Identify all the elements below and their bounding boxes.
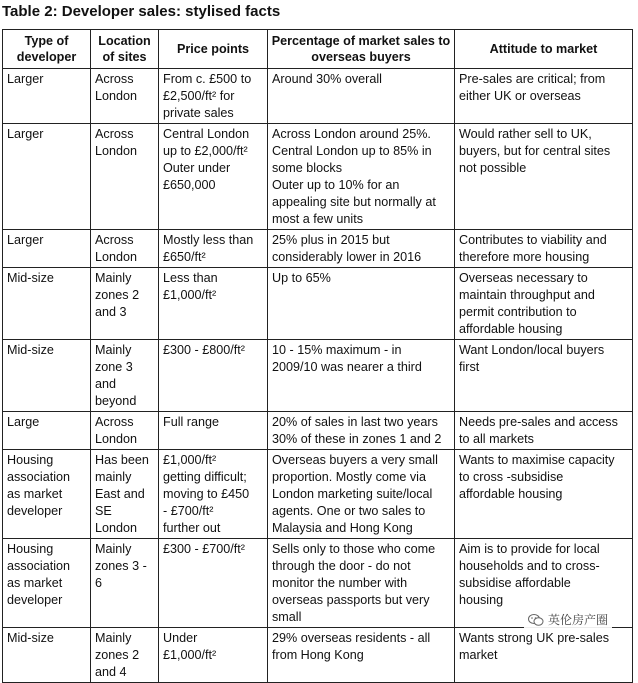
- cell-line: Larger: [7, 127, 44, 141]
- header-row: [3, 30, 633, 69]
- cell-type-of-developer: [3, 69, 91, 124]
- header-location-of-sites: [91, 30, 159, 69]
- cell-line: Mainly: [95, 343, 132, 357]
- cell-line: Housing: [7, 542, 54, 556]
- cell-line: to all markets: [459, 432, 534, 446]
- cell-location-of-sites: [91, 124, 159, 230]
- cell-line: Mainly: [95, 631, 132, 645]
- cell-line: overseas passports but very: [272, 593, 430, 607]
- cell-price-points: [159, 450, 268, 539]
- cell-line: beyond: [95, 394, 137, 408]
- cell-line: buyers, but for central sites: [459, 144, 611, 158]
- table-body: [3, 69, 633, 683]
- table-row: [3, 69, 633, 124]
- cell-location-of-sites: [91, 539, 159, 628]
- cell-line: Attitude to market: [489, 42, 598, 56]
- cell-line: Mid-size: [7, 271, 54, 285]
- cell-line: Across: [95, 127, 134, 141]
- cell-line: from Hong Kong: [272, 648, 364, 662]
- cell-line: therefore more housing: [459, 250, 590, 264]
- cell-line: as market: [7, 576, 63, 590]
- header-overseas-percentage: [268, 30, 455, 69]
- cell-line: Wants to maximise capacity: [459, 453, 615, 467]
- cell-line: Needs pre-sales and access: [459, 415, 618, 429]
- cell-attitude-to-market: [455, 124, 633, 230]
- cell-line: agents. One or two sales to: [272, 504, 426, 518]
- cell-overseas-percentage: [268, 268, 455, 340]
- cell-line: Up to 65%: [272, 271, 331, 285]
- cell-line: Want London/local buyers: [459, 343, 605, 357]
- cell-line: London marketing suite/local: [272, 487, 433, 501]
- cell-price-points: [159, 340, 268, 412]
- table-title: Table 2: Developer sales: stylised facts: [2, 3, 281, 20]
- cell-line: Mostly less than: [163, 233, 254, 247]
- cell-line: Outer under: [163, 161, 231, 175]
- cell-location-of-sites: [91, 340, 159, 412]
- cell-attitude-to-market: [455, 340, 633, 412]
- cell-line: Central London up to 85% in: [272, 144, 432, 158]
- cell-line: developer: [16, 50, 77, 64]
- cell-line: up to £2,000/ft²: [163, 144, 248, 158]
- cell-line: and 3: [95, 305, 127, 319]
- cell-line: zones 2: [95, 288, 140, 302]
- cell-overseas-percentage: [268, 628, 455, 683]
- cell-line: households and to cross-: [459, 559, 600, 573]
- cell-line: London: [95, 89, 138, 103]
- cell-line: Overseas necessary to: [459, 271, 588, 285]
- cell-line: Overseas buyers a very small: [272, 453, 438, 467]
- cell-attitude-to-market: [455, 412, 633, 450]
- cell-line: £1,000/ft²: [163, 288, 217, 302]
- cell-line: Larger: [7, 72, 44, 86]
- cell-line: Under: [163, 631, 198, 645]
- cell-line: Contributes to viability and: [459, 233, 607, 247]
- watermark-text: 英伦房产圈: [547, 613, 608, 627]
- cell-line: Mid-size: [7, 631, 54, 645]
- cell-line: SE: [95, 504, 112, 518]
- cell-overseas-percentage: [268, 450, 455, 539]
- cell-overseas-percentage: [268, 124, 455, 230]
- cell-line: £2,500/ft² for: [163, 89, 235, 103]
- cell-location-of-sites: [91, 450, 159, 539]
- cell-line: 10 - 15% maximum - in: [272, 343, 402, 357]
- table-header: [3, 30, 633, 69]
- cell-line: Wants strong UK pre-sales: [459, 631, 610, 645]
- cell-location-of-sites: [91, 628, 159, 683]
- cell-attitude-to-market: [455, 268, 633, 340]
- cell-line: £1,000/ft²: [163, 453, 217, 467]
- cell-attitude-to-market: [455, 628, 633, 683]
- cell-line: Central London: [163, 127, 250, 141]
- cell-overseas-percentage: [268, 69, 455, 124]
- cell-line: Would rather sell to UK,: [459, 127, 592, 141]
- cell-line: market: [459, 648, 498, 662]
- cell-line: considerably lower in 2016: [272, 250, 422, 264]
- cell-line: of sites: [102, 50, 147, 64]
- developer-sales-table: [2, 29, 633, 683]
- cell-type-of-developer: [3, 412, 91, 450]
- cell-line: and 4: [95, 665, 127, 679]
- cell-type-of-developer: [3, 268, 91, 340]
- cell-line: zones 3 -: [95, 559, 147, 573]
- cell-type-of-developer: [3, 450, 91, 539]
- cell-line: Across: [95, 72, 134, 86]
- cell-line: London: [95, 250, 138, 264]
- cell-line: London: [95, 144, 138, 158]
- cell-line: £1,000/ft²: [163, 648, 217, 662]
- cell-line: to cross -subsidise: [459, 470, 564, 484]
- table-row: [3, 124, 633, 230]
- cell-line: private sales: [163, 106, 234, 120]
- cell-line: association: [7, 559, 71, 573]
- cell-line: mainly: [95, 470, 132, 484]
- header-attitude-to-market: [455, 30, 633, 69]
- cell-line: either UK or overseas: [459, 89, 581, 103]
- table-row: [3, 340, 633, 412]
- cell-line: Location: [98, 34, 151, 48]
- cell-line: affordable housing: [459, 322, 563, 336]
- cell-line: London: [95, 521, 138, 535]
- cell-line: zones 2: [95, 648, 140, 662]
- cell-line: overseas buyers: [311, 50, 411, 64]
- cell-price-points: [159, 69, 268, 124]
- cell-line: Across: [95, 233, 134, 247]
- cell-price-points: [159, 412, 268, 450]
- cell-line: 20% of sales in last two years: [272, 415, 438, 429]
- cell-line: Mainly: [95, 542, 132, 556]
- cell-line: proportion. Mostly come via: [272, 470, 426, 484]
- cell-line: getting difficult;: [163, 470, 247, 484]
- cell-line: London: [95, 432, 138, 446]
- cell-line: Housing: [7, 453, 54, 467]
- cell-attitude-to-market: [455, 230, 633, 268]
- cell-line: monitor the number with: [272, 576, 408, 590]
- cell-line: developer: [7, 504, 63, 518]
- cell-line: Outer up to 10% for an: [272, 178, 400, 192]
- cell-line: 29% overseas residents - all: [272, 631, 431, 645]
- cell-type-of-developer: [3, 230, 91, 268]
- cell-line: developer: [7, 593, 63, 607]
- cell-type-of-developer: [3, 340, 91, 412]
- cell-line: Percentage of market sales to: [271, 34, 451, 48]
- cell-line: zone 3: [95, 360, 133, 374]
- cell-line: East and: [95, 487, 145, 501]
- cell-price-points: [159, 268, 268, 340]
- cell-line: £300 - £800/ft²: [163, 343, 245, 357]
- cell-line: Less than: [163, 271, 218, 285]
- cell-line: Full range: [163, 415, 220, 429]
- cell-line: Across: [95, 415, 134, 429]
- header-type-of-developer: [3, 30, 91, 69]
- cell-type-of-developer: [3, 628, 91, 683]
- table-row: [3, 268, 633, 340]
- table-row: [3, 450, 633, 539]
- cell-price-points: [159, 539, 268, 628]
- cell-line: Large: [7, 415, 40, 429]
- cell-line: Mid-size: [7, 343, 54, 357]
- cell-line: housing: [459, 593, 504, 607]
- cell-line: moving to £450: [163, 487, 250, 501]
- header-price-points: [159, 30, 268, 69]
- cell-line: £300 - £700/ft²: [163, 542, 245, 556]
- cell-line: appealing site but normally at: [272, 195, 436, 209]
- cell-line: small: [272, 610, 302, 624]
- cell-line: From c. £500 to: [163, 72, 252, 86]
- watermark: [524, 610, 612, 629]
- cell-line: affordable housing: [459, 487, 563, 501]
- cell-line: first: [459, 360, 480, 374]
- cell-line: 25% plus in 2015 but: [272, 233, 390, 247]
- cell-line: and: [95, 377, 117, 391]
- cell-line: Price points: [176, 42, 250, 56]
- cell-overseas-percentage: [268, 230, 455, 268]
- cell-line: some blocks: [272, 161, 342, 175]
- cell-line: as market: [7, 487, 63, 501]
- cell-attitude-to-market: [455, 69, 633, 124]
- cell-type-of-developer: [3, 539, 91, 628]
- cell-location-of-sites: [91, 230, 159, 268]
- cell-price-points: [159, 628, 268, 683]
- cell-line: Across London around 25%.: [272, 127, 431, 141]
- cell-attitude-to-market: [455, 450, 633, 539]
- cell-line: 30% of these in zones 1 and 2: [272, 432, 442, 446]
- cell-price-points: [159, 124, 268, 230]
- cell-line: Has been: [95, 453, 149, 467]
- cell-line: Sells only to those who come: [272, 542, 436, 556]
- table-row: [3, 628, 633, 683]
- cell-overseas-percentage: [268, 340, 455, 412]
- cell-line: through the door - do not: [272, 559, 411, 573]
- cell-line: not possible: [459, 161, 527, 175]
- cell-location-of-sites: [91, 268, 159, 340]
- cell-line: - £700/ft²: [163, 504, 214, 518]
- cell-line: £650/ft²: [163, 250, 206, 264]
- cell-line: Mainly: [95, 271, 132, 285]
- cell-line: Around 30% overall: [272, 72, 382, 86]
- cell-line: association: [7, 470, 71, 484]
- cell-line: £650,000: [163, 178, 216, 192]
- cell-line: 2009/10 was nearer a third: [272, 360, 422, 374]
- cell-location-of-sites: [91, 69, 159, 124]
- cell-line: Malaysia and Hong Kong: [272, 521, 413, 535]
- cell-price-points: [159, 230, 268, 268]
- cell-line: most a few units: [272, 212, 363, 226]
- cell-line: permit contribution to: [459, 305, 577, 319]
- table-row: [3, 230, 633, 268]
- cell-line: subsidise affordable: [459, 576, 571, 590]
- cell-line: Larger: [7, 233, 44, 247]
- wechat-icon: [528, 613, 544, 627]
- cell-line: Aim is to provide for local: [459, 542, 600, 556]
- cell-line: maintain throughput and: [459, 288, 595, 302]
- cell-line: Pre-sales are critical; from: [459, 72, 606, 86]
- cell-line: Type of: [24, 34, 69, 48]
- cell-line: further out: [163, 521, 221, 535]
- cell-line: 6: [95, 576, 103, 590]
- cell-type-of-developer: [3, 124, 91, 230]
- cell-location-of-sites: [91, 412, 159, 450]
- cell-overseas-percentage: [268, 539, 455, 628]
- table-row: [3, 412, 633, 450]
- cell-overseas-percentage: [268, 412, 455, 450]
